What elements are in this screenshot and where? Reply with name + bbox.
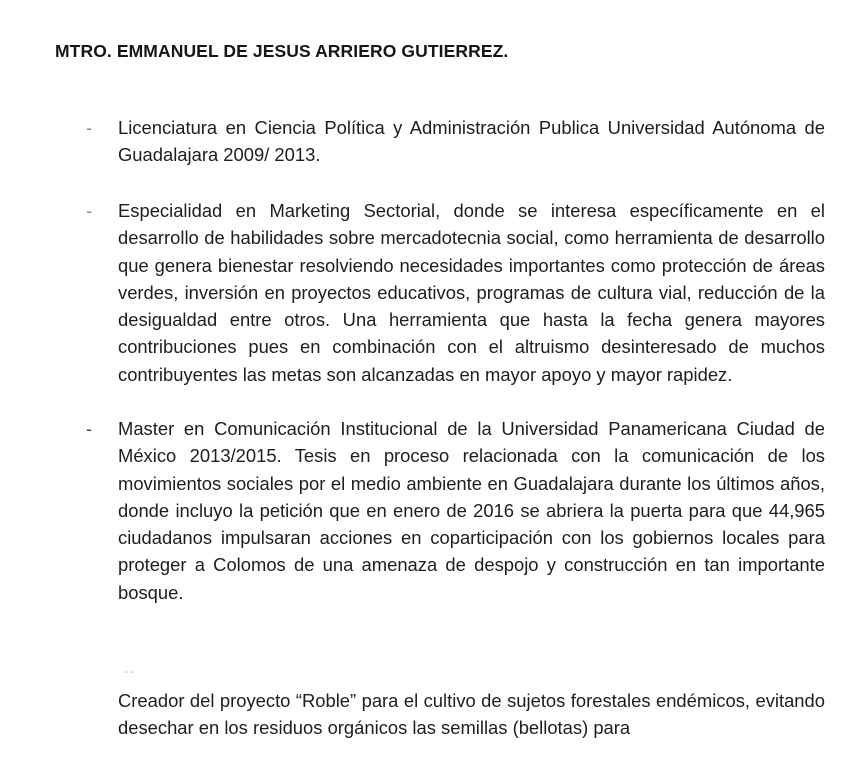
bullet-dash: - [86, 419, 92, 439]
education-item-especialidad: Especialidad en Marketing Sectorial, donde se interesa específicamente en el desarrollo de habilidades sobre mercadotecnia social, como herramienta de desarrollo que genera bienestar resolviendo necesidades importantes como protección de áreas verdes, inversión en proyectos educativos, programas de cultura vial, reducción de la desigualdad entre otros. Una herramienta que hasta la fecha genera mayores contribuciones pues en combinación con el altruismo desinteresado de muchos contribuyentes las metas son alcanzadas en mayor apoyo y mayor rapidez. [118, 200, 825, 385]
education-item-master: Master en Comunicación Institucional de la Universidad Panamericana Ciudad de México 2013/2015. Tesis en proceso relacionada con la comunicación de los movimientos sociales por el medio ambiente en Guadalajara durante los últimos años, donde incluyo la petición que en enero de 2016 se abriera la puerta para que 44,965 ciudadanos impulsaran acciones en coparticipación con los gobiernos locales para proteger a Colomos de una amenaza de despojo y construcción en tan importante bosque. [118, 418, 825, 603]
bullet-dash: -- [124, 664, 136, 678]
cv-heading: MTRO. EMMANUEL DE JESUS ARRIERO GUTIERREZ. [55, 41, 509, 61]
education-item-licenciatura: Licenciatura en Ciencia Política y Administración Publica Universidad Autónoma de Guadalajara 2009/ 2013. [118, 117, 825, 166]
project-item-roble: Creador del proyecto “Roble” para el cultivo de sujetos forestales endémicos, evitando desechar en los residuos orgánicos las semillas (bellotas) para [118, 690, 825, 739]
bullet-dash: - [86, 118, 92, 138]
bullet-dash: - [86, 201, 92, 221]
